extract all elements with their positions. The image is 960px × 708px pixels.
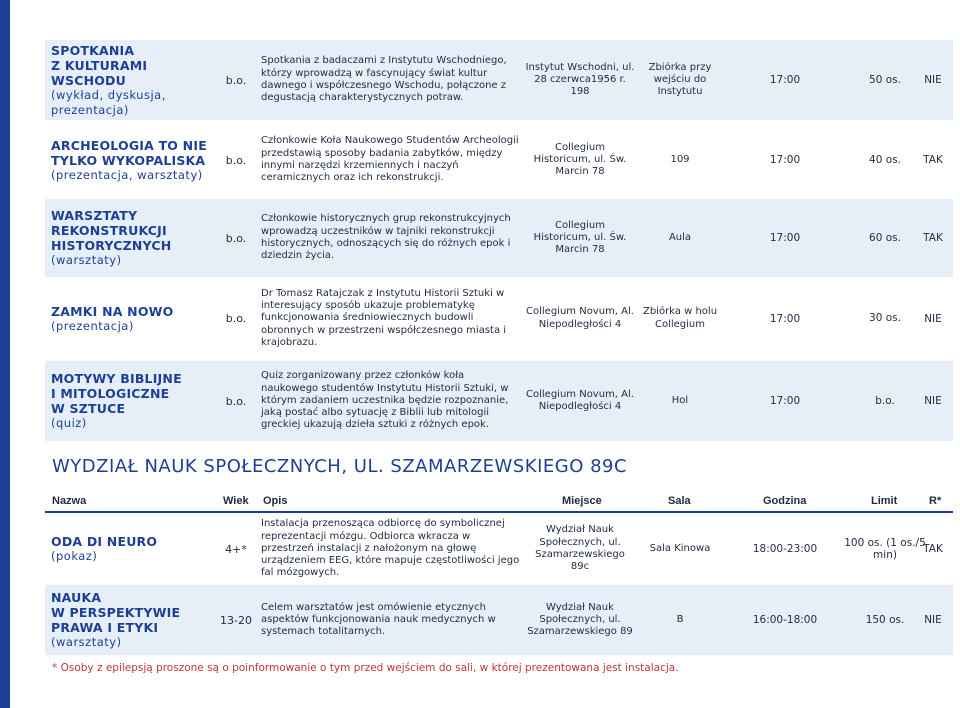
hour-cell [735,361,835,441]
age-cell [213,585,259,655]
activity-title-line: HISTORYCZNYCH [51,238,172,253]
hall-cell-text: Aula [668,231,692,243]
registration-cell-text: NIE [924,614,942,626]
description-cell [261,585,523,655]
age-cell-text: 4+* [225,542,247,556]
activity-title-line: Z KULTURAMI WSCHODU [51,57,148,88]
activity-title-line: NAUKA [51,590,102,605]
place-cell-text: Collegium Novum, Al. Niepodległości 4 [526,306,634,330]
table-row [45,516,953,582]
activity-name [51,516,216,582]
age-cell-text: b.o. [225,231,247,245]
hall-cell-text: Zbiórka przy wejściu do Instytutu [648,61,712,98]
place-cell [525,516,635,582]
description-cell-text: Instalacja przenosząca odbiorcę do symbolicznej reprezentacji mózgu. Odbiorca wkracza w przestrzeń instalacji z nałożonym na głowę urządzeniem EEG, które mapuje częstotliwości jego fal mózgowych. [261,518,520,579]
description-cell [261,281,523,356]
activity-title-line: I MITOLOGICZNE [51,386,170,401]
age-cell [213,281,259,356]
header-hall: Sala [668,495,691,507]
hour-cell [735,40,835,120]
description-cell [261,199,523,277]
description-cell-text: Członkowie historycznych grup rekonstrukcyjnych wprowadzą uczestników w tajniki rekonstrukcji historycznych, odnoszących się do różnych epok i dziedzin życia. [261,213,511,262]
place-cell-text: Collegium Historicum, ul. Św. Marcin 78 [533,141,627,178]
limit-cell-text: 100 os. (1 os./5 min) [844,536,926,561]
place-cell [525,361,635,441]
place-cell-text: Collegium Novum, Al. Niepodległości 4 [526,388,634,412]
header-hour: Godzina [763,495,807,507]
activity-type-line: (prezentacja) [51,318,134,333]
registration-cell-text: TAK [923,154,943,166]
activity-title-line: PRAWA I ETYKI [51,620,159,635]
registration-cell [913,124,953,196]
registration-cell [913,40,953,120]
hour-cell-text: 17:00 [769,312,801,325]
hall-cell-text: 109 [670,153,690,165]
header-limit: Limit [871,495,898,507]
limit-cell-text: 150 os. [865,613,905,626]
header-desc: Opis [263,495,288,507]
registration-cell-text: NIE [924,395,942,407]
hour-cell-text: 18:00-23:00 [752,543,818,555]
age-cell [213,40,259,120]
activity-title-line: W PERSPEKTYWIE [51,605,181,620]
table-row [45,281,953,356]
header-req: R* [929,495,942,507]
hall-cell-text: Sala Kinowa [649,542,711,554]
activity-name [51,40,216,120]
limit-cell-text: 30 os. [869,312,901,325]
hour-cell-text: 17:00 [769,232,801,244]
hour-cell-text: 17:00 [769,74,801,86]
activity-type-line: (pokaz) [51,549,98,563]
activity-type-line: (wykład, dyskusja, [51,87,166,102]
description-cell-text: Członkowie Koła Naukowego Studentów Archeologii przedstawią sposoby badania zabytków, między innymi narzędzi krzemiennych i naczyń ceramicznych oraz ich rekonstrukcji. [261,135,519,184]
age-cell-text: 13-20 [220,613,252,627]
place-cell [525,585,635,655]
limit-cell-text: 40 os. [869,153,901,166]
activity-type-line: (prezentacja, warsztaty) [51,167,203,182]
activity-name [51,585,216,655]
hall-cell [635,199,725,277]
activity-title-line: ODA DI NEURO [51,534,158,549]
header-place: Miejsce [562,495,602,507]
hour-cell [735,199,835,277]
hall-cell [635,40,725,120]
description-cell-text: Dr Tomasz Ratajczak z Instytutu Historii Sztuki w interesujący sposób ukazuje problematykę funkcjonowania średniowiecznych budowli obronnych w przestrzeni współczesnego miasta i krajobrazu. [261,287,507,348]
footnote: * Osoby z epilepsją proszone są o poinformowanie o tym przed wejściem do sali, w której prezentowana jest instalacja. [52,662,679,674]
activity-type-line: (warsztaty) [51,253,122,267]
age-cell-text: b.o. [225,153,247,167]
registration-cell [913,585,953,655]
registration-cell-text: NIE [924,312,942,325]
registration-cell [913,281,953,356]
table-row [45,40,953,120]
hour-cell [735,281,835,356]
description-cell [261,124,523,196]
hall-cell-text: B [676,613,684,625]
place-cell [525,124,635,196]
activity-name [51,281,216,356]
age-cell-text: b.o. [225,394,247,408]
hour-cell [735,585,835,655]
place-cell [525,199,635,277]
activity-title-line: SPOTKANIA [51,42,135,58]
hour-cell-text: 17:00 [769,395,801,407]
place-cell-text: Wydział Nauk Społecznych, ul. Szamarzewskiego 89c [535,524,625,573]
hall-cell [635,124,725,196]
header-name: Nazwa [52,495,87,507]
activity-name [51,199,216,277]
description-cell [261,516,523,582]
hour-cell-text: 16:00-18:00 [752,614,818,626]
activity-title-line: W SZTUCE [51,401,126,416]
age-cell [213,361,259,441]
registration-cell-text: NIE [924,74,942,86]
registration-cell-text: TAK [923,232,943,244]
registration-cell [913,199,953,277]
activity-type-line: (warsztaty) [51,635,122,649]
age-cell-text: b.o. [225,73,247,87]
table-row [45,585,953,655]
registration-cell [913,361,953,441]
limit-cell-text: 50 os. [869,73,901,86]
description-cell [261,361,523,441]
age-cell [213,124,259,196]
hall-cell [635,281,725,356]
section-title: WYDZIAŁ NAUK SPOŁECZNYCH, UL. SZAMARZEWSKIEGO 89C [52,456,628,477]
registration-cell [913,516,953,582]
hour-cell [735,516,835,582]
limit-cell-text: 60 os. [869,231,901,244]
left-accent-bar [0,0,10,708]
activity-title-line: REKONSTRUKCJI [51,223,167,238]
place-cell-text: Wydział Nauk Społecznych, ul. Szamarzewskiego 89 [527,601,633,638]
age-cell [213,516,259,582]
place-cell [525,40,635,120]
table-row [45,361,953,441]
description-cell-text: Quiz zorganizowany przez członków koła naukowego studentów Instytutu Historii Sztuki, w którym zadaniem uczestnika będzie rozpoznanie, jaką postać albo sytuację z Biblii lub mitologii greckiej ukazują dzieła sztuki z różnych epok. [261,370,509,431]
description-cell-text: Spotkania z badaczami z Instytutu Wschodniego, którzy wprowadzą w fascynujący świat kultur dawnego i współczesnego Wschodu, połączone z degustacją charakterystycznych potraw. [261,55,507,104]
activity-title-line: MOTYWY BIBLIJNE [51,371,182,386]
header-age: Wiek [223,495,249,507]
activity-type-line: (quiz) [51,416,87,430]
activity-title-line: TYLKO WYKOPALISKA [51,152,206,168]
place-cell-text: Instytut Wschodni, ul. 28 czerwca1956 r. 198 [525,61,635,98]
age-cell-text: b.o. [225,312,247,325]
hall-cell [635,361,725,441]
activity-type-line: prezentacja) [51,102,129,117]
table-header [45,491,953,513]
description-cell [261,40,523,120]
age-cell [213,199,259,277]
registration-cell-text: TAK [923,543,943,555]
place-cell [525,281,635,356]
table-row [45,199,953,277]
hour-cell [735,124,835,196]
activity-name [51,124,216,196]
hall-cell-text: Zbiórka w holu Collegium [642,306,718,330]
activity-title-line: ZAMKI NA NOWO [51,303,174,319]
hall-cell [635,585,725,655]
place-cell-text: Collegium Historicum, ul. Św. Marcin 78 [533,219,627,256]
hall-cell [635,516,725,582]
hour-cell-text: 17:00 [769,154,801,166]
activity-name [51,361,216,441]
activity-title-line: ARCHEOLOGIA TO NIE [51,137,207,153]
hall-cell-text: Hol [671,394,689,406]
table-row [45,124,953,196]
limit-cell-text: b.o. [875,394,895,407]
description-cell-text: Celem warsztatów jest omówienie etycznych aspektów funkcjonowania nauk medycznych w systemach totalitarnych. [261,601,496,638]
activity-title-line: WARSZTATY [51,208,138,223]
